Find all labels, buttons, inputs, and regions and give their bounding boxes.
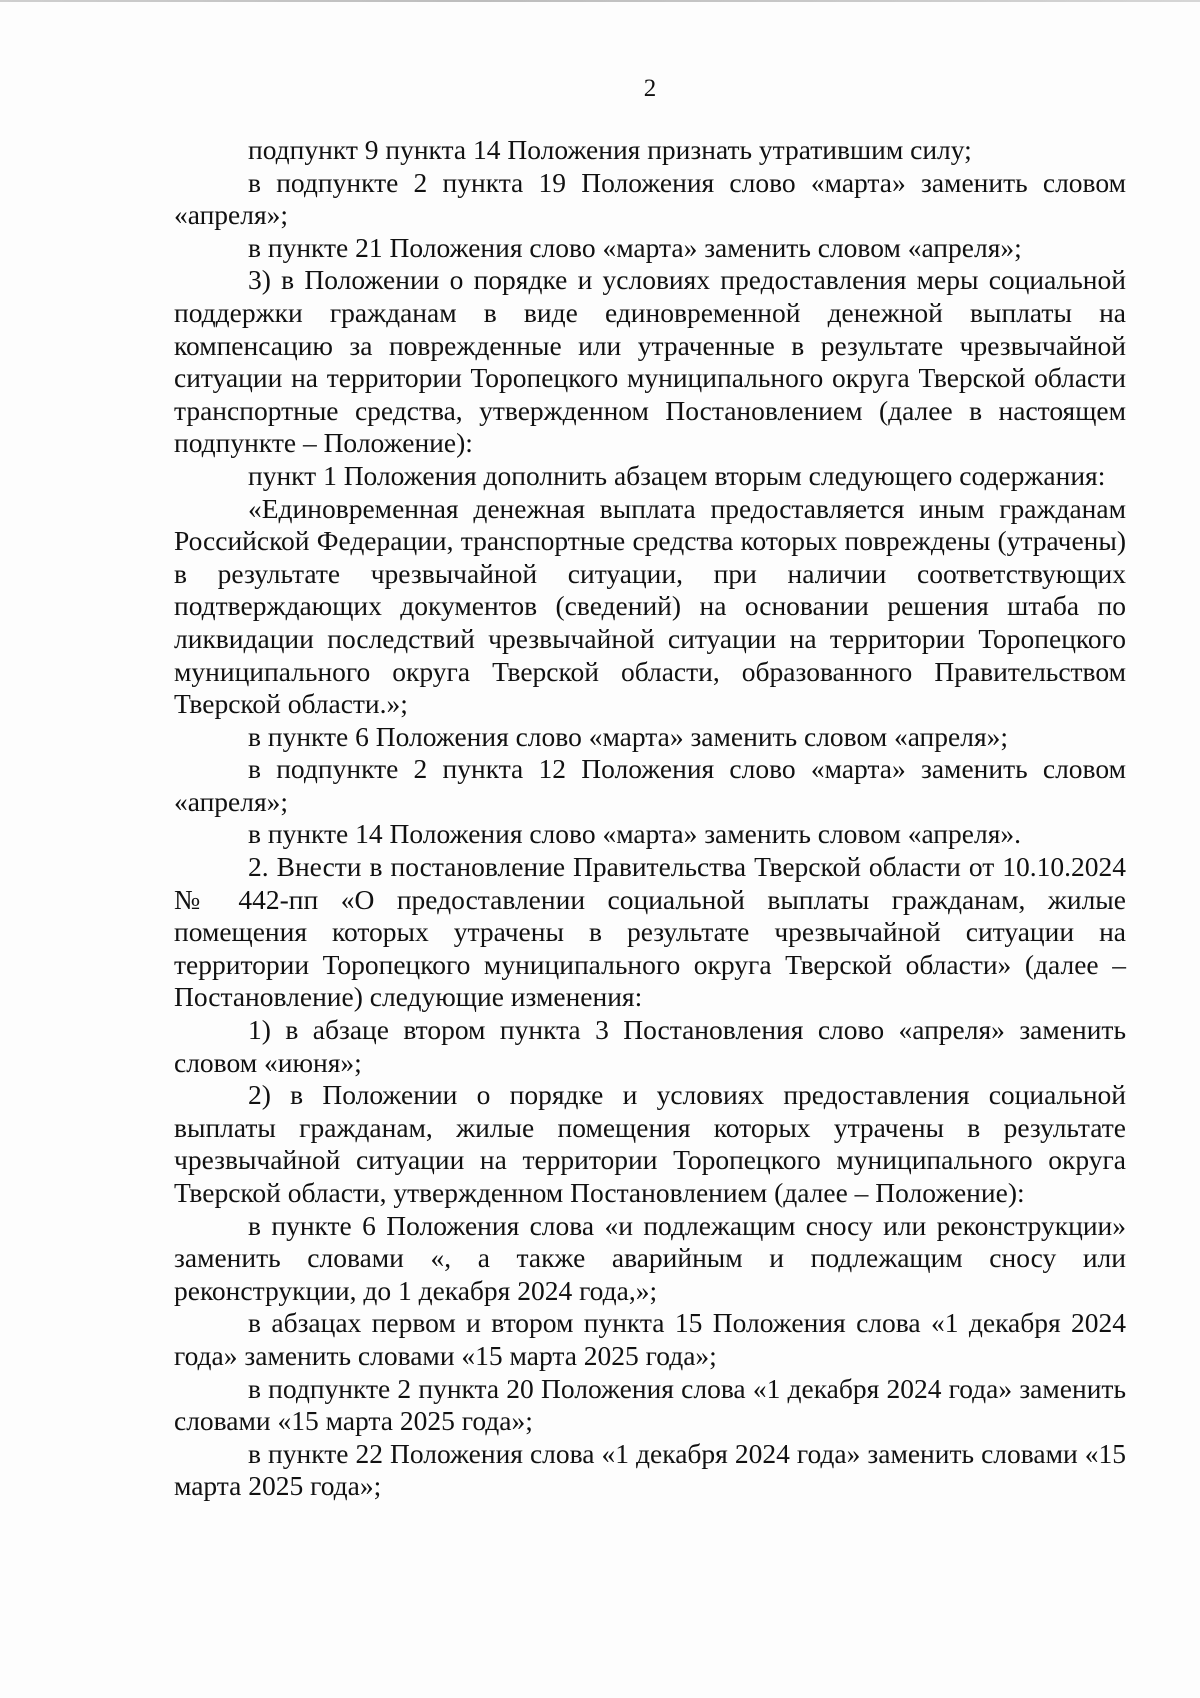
paragraph: пункт 1 Положения дополнить абзацем вторым следующего содержания: bbox=[248, 459, 1106, 491]
scan-edge-line bbox=[0, 0, 1200, 2]
paragraph: в пункте 21 Положения слово «марта» заменить словом «апреля»; bbox=[248, 231, 1022, 263]
paragraph: 1) в абзаце втором пункта 3 Постановления слово «апреля» заменить словом «июня»; bbox=[174, 1014, 1126, 1078]
paragraph: подпункт 9 пункта 14 Положения признать утратившим силу; bbox=[248, 134, 972, 165]
document-body bbox=[174, 134, 1126, 1503]
paragraph: 2) в Положении о порядке и условиях предоставления социальной выплаты гражданам, жилые помещения которых утрачены в результате чрезвычайной ситуации на территории Торопецкого муниципального округа Тверской области, утвержденном Постановлением (далее – Положение): bbox=[174, 1079, 1126, 1208]
paragraph: в подпункте 2 пункта 12 Положения слово «марта» заменить словом «апреля»; bbox=[174, 753, 1126, 817]
paragraph: в подпункте 2 пункта 20 Положения слова «1 декабря 2024 года» заменить словами «15 марта 2025 года»; bbox=[174, 1372, 1126, 1437]
paragraph: в подпункте 2 пункта 19 Положения слово «марта» заменить словом «апреля»; bbox=[174, 166, 1126, 231]
paragraph: в пункте 22 Положения слова «1 декабря 2024 года» заменить словами «15 марта 2025 года»; bbox=[174, 1437, 1126, 1502]
paragraph: в пункте 6 Положения слова «и подлежащим сносу или реконструкции» заменить словами «, а также аварийным и подлежащим сносу или реконструкции, до 1 декабря 2024 года,»; bbox=[174, 1209, 1126, 1306]
paragraph: в абзацах первом и втором пункта 15 Положения слова «1 декабря 2024 года» заменить словами «15 марта 2025 года»; bbox=[174, 1307, 1126, 1371]
paragraph-quote: «Единовременная денежная выплата предоставляется иным гражданам Российской Федерации, транспортные средства которых повреждены (утрачены) в результате чрезвычайной ситуации, при наличии соответствующих подтверждающих документов (сведений) на основании решения штаба по ликвидации последствий чрезвычайной ситуации на территории Торопецкого муниципального округа Тверской области, образованного Правительством Тверской области.»; bbox=[174, 492, 1126, 720]
page-number: 2 bbox=[643, 75, 657, 102]
paragraph: в пункте 6 Положения слово «марта» заменить словом «апреля»; bbox=[248, 720, 1008, 752]
paragraph: 3) в Положении о порядке и условиях предоставления меры социальной поддержки гражданам в виде единовременной денежной выплаты на компенсацию за поврежденные или утраченные в результате чрезвычайной ситуации на территории Торопецкого муниципального округа Тверской области транспортные средства, утвержденном Постановлением (далее в настоящем подпункте – Положение): bbox=[174, 264, 1126, 459]
paragraph: в пункте 14 Положения слово «марта» заменить словом «апреля». bbox=[248, 818, 1021, 850]
paragraph: 2. Внести в постановление Правительства Тверской области от 10.10.2024 № 442-пп «О предоставлении социальной выплаты гражданам, жилые помещения которых утрачены в результате чрезвычайной ситуации на территории Торопецкого муниципального округа Тверской области» (далее – Постановление) следующие изменения: bbox=[174, 851, 1126, 1013]
